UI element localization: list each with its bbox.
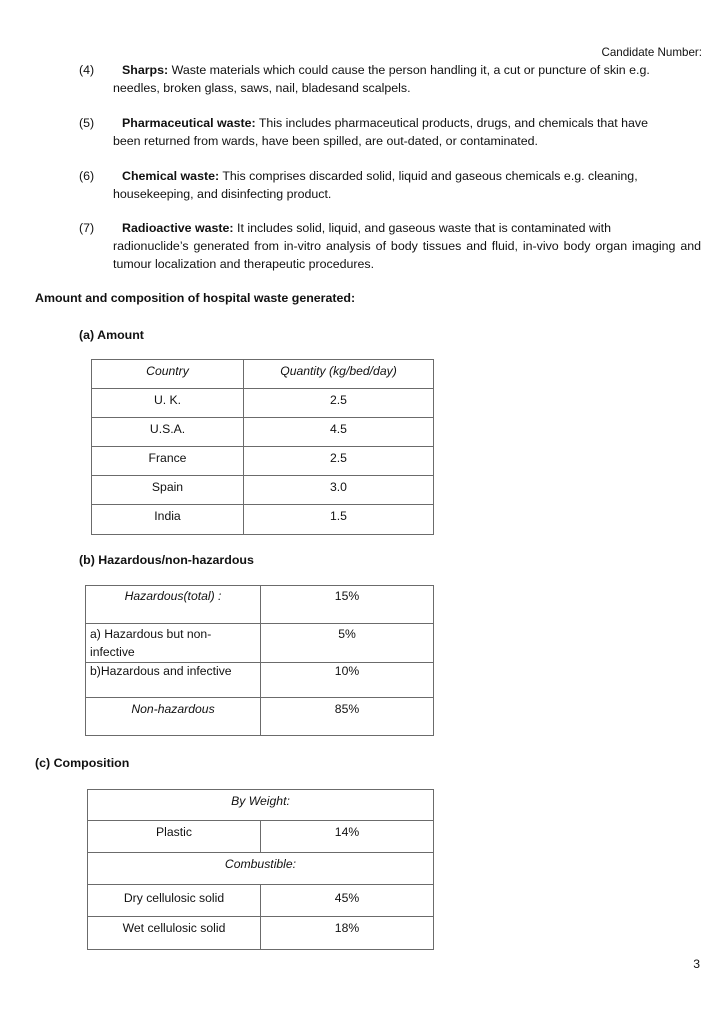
quantity-cell: 2.5 xyxy=(244,447,434,476)
item-number: (5) xyxy=(79,116,95,130)
table-row xyxy=(88,885,434,917)
combustible-label: Combustible: xyxy=(88,853,434,885)
waste-item-sharps xyxy=(79,62,701,98)
item-text: This comprises discarded solid, liquid and gaseous chemicals e.g. cleaning, xyxy=(219,169,638,183)
country-cell: India xyxy=(92,505,244,535)
country-cell: U. K. xyxy=(92,389,244,418)
non-hazard-label: Non-hazardous xyxy=(86,697,261,735)
hazard-heading: (b) Hazardous/non-hazardous xyxy=(79,553,254,567)
hazard-sub1-label: a) Hazardous but non-infective xyxy=(90,627,212,659)
page-number: 3 xyxy=(693,957,700,971)
amount-table xyxy=(91,359,434,535)
dry-cellulosic-value: 45% xyxy=(261,885,434,917)
item-term: Radioactive waste: xyxy=(122,221,234,235)
header-quantity: Quantity (kg/bed/day) xyxy=(244,360,434,389)
table-row xyxy=(88,853,434,885)
item-number: (4) xyxy=(79,63,95,77)
quantity-cell: 2.5 xyxy=(244,389,434,418)
item-term: Pharmaceutical waste: xyxy=(122,116,256,130)
table-row xyxy=(92,447,434,476)
item-text-cont: needles, broken glass, saws, nail, bladesand scalpels. xyxy=(113,80,411,95)
wet-cellulosic-label: Wet cellulosic solid xyxy=(88,917,261,950)
table-header-row xyxy=(92,360,434,389)
hazard-total-value: 15% xyxy=(261,586,434,624)
hazard-sub2-label: b)Hazardous and infective xyxy=(86,662,261,697)
table-row xyxy=(92,418,434,447)
item-number: (6) xyxy=(79,169,95,183)
header-country: Country xyxy=(92,360,244,389)
table-row xyxy=(92,505,434,535)
table-row xyxy=(86,624,434,663)
candidate-number-label: Candidate Number: xyxy=(601,46,702,59)
item-term: Chemical waste: xyxy=(122,169,220,183)
table-row xyxy=(92,389,434,418)
item-text: Waste materials which could cause the person handling it, a cut or puncture of skin e.g. xyxy=(168,63,650,77)
plastic-label: Plastic xyxy=(88,821,261,853)
table-row xyxy=(92,476,434,505)
waste-item-chemical xyxy=(79,168,701,204)
item-text-cont: radionuclide’s generated from in-vitro analysis of body tissues and fluid, in-vivo body organ imaging and tumour localization and therapeutic procedures. xyxy=(113,238,701,271)
quantity-cell: 1.5 xyxy=(244,505,434,535)
hazard-table xyxy=(85,585,434,736)
composition-heading: (c) Composition xyxy=(35,756,130,770)
table-row xyxy=(88,790,434,821)
by-weight-label: By Weight: xyxy=(88,790,434,821)
table-row xyxy=(88,821,434,853)
item-text-cont: been returned from wards, have been spilled, are out-dated, or contaminated. xyxy=(113,133,538,148)
hazard-total-label: Hazardous(total) : xyxy=(86,586,261,624)
amount-heading: (a) Amount xyxy=(79,328,144,342)
hazard-sub-cell xyxy=(86,624,261,663)
table-row xyxy=(88,917,434,950)
hazard-sub1-value: 5% xyxy=(261,624,434,663)
table-row xyxy=(86,697,434,735)
composition-table xyxy=(87,789,434,950)
item-term: Sharps: xyxy=(122,63,169,77)
item-number: (7) xyxy=(79,221,95,235)
waste-item-radioactive xyxy=(79,220,701,273)
country-cell: France xyxy=(92,447,244,476)
table-row xyxy=(86,662,434,697)
dry-cellulosic-label: Dry cellulosic solid xyxy=(88,885,261,917)
waste-item-pharmaceutical xyxy=(79,115,701,151)
item-text: It includes solid, liquid, and gaseous waste that is contaminated with xyxy=(233,221,612,235)
item-text: This includes pharmaceutical products, drugs, and chemicals that have xyxy=(255,116,648,130)
section-heading: Amount and composition of hospital waste generated: xyxy=(35,291,356,305)
country-cell: Spain xyxy=(92,476,244,505)
quantity-cell: 4.5 xyxy=(244,418,434,447)
plastic-value: 14% xyxy=(261,821,434,853)
wet-cellulosic-value: 18% xyxy=(261,917,434,950)
table-row xyxy=(86,586,434,624)
hazard-sub2-value: 10% xyxy=(261,662,434,697)
quantity-cell: 3.0 xyxy=(244,476,434,505)
country-cell: U.S.A. xyxy=(92,418,244,447)
item-text-cont: housekeeping, and disinfecting product. xyxy=(113,186,332,201)
non-hazard-value: 85% xyxy=(261,697,434,735)
